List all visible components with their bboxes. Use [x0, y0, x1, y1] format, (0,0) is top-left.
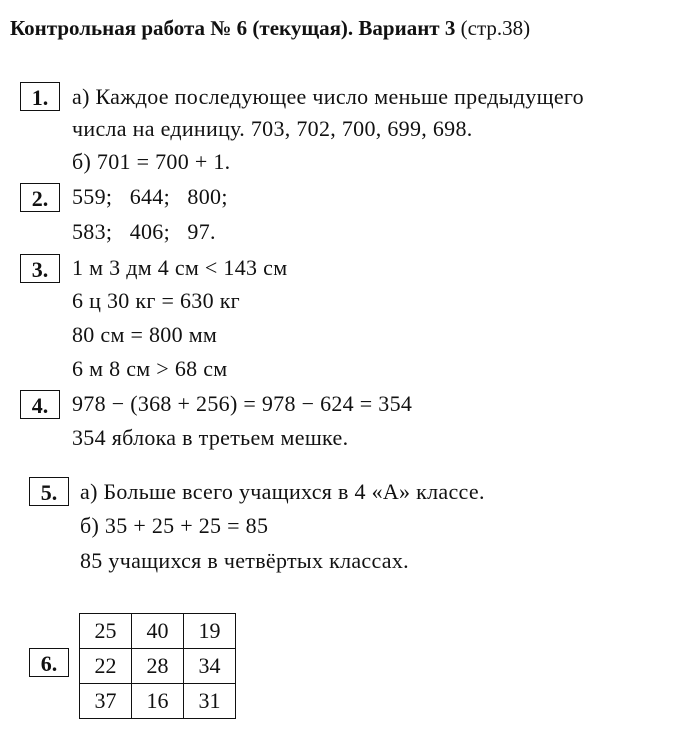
task-2-line: 559; 644; 800;	[72, 184, 228, 209]
table-row	[80, 684, 236, 719]
table-row	[80, 649, 236, 684]
task-number-5: 5.	[29, 477, 69, 506]
task-number-1: 1.	[20, 82, 60, 111]
table-row	[80, 614, 236, 649]
table-cell: 19	[184, 614, 236, 649]
task-4-line: 354 яблока в третьем мешке.	[72, 425, 349, 450]
task-1-line: а) Каждое последующее число меньше предыдущего	[72, 84, 584, 109]
table-cell: 34	[184, 649, 236, 684]
table-cell: 22	[80, 649, 132, 684]
task-3-line: 80 см = 800 мм	[72, 322, 218, 347]
task-number-6: 6.	[29, 648, 69, 677]
task-5-line: 85 учащихся в четвёртых классах.	[80, 548, 409, 573]
table-cell: 31	[184, 684, 236, 719]
task-number-2: 2.	[20, 183, 60, 212]
task-2-line: 583; 406; 97.	[72, 219, 216, 244]
table-cell: 37	[80, 684, 132, 719]
title-main: Контрольная работа № 6 (текущая). Вариант 3	[10, 16, 456, 40]
table-cell: 28	[132, 649, 184, 684]
task-3-line: 6 ц 30 кг = 630 кг	[72, 288, 241, 313]
table-cell: 25	[80, 614, 132, 649]
table-cell: 16	[132, 684, 184, 719]
task-number-4: 4.	[20, 390, 60, 419]
task-3-line: 1 м 3 дм 4 см < 143 см	[72, 255, 288, 280]
page-title	[10, 16, 530, 41]
magic-square-table	[79, 613, 236, 719]
task-number-3: 3.	[20, 254, 60, 283]
table-cell: 40	[132, 614, 184, 649]
task-3-line: 6 м 8 см > 68 см	[72, 356, 228, 381]
task-5-line: а) Больше всего учащихся в 4 «А» классе.	[80, 479, 485, 504]
title-page-ref: (стр.38)	[460, 16, 531, 40]
task-1-line: б) 701 = 700 + 1.	[72, 149, 231, 174]
task-5-line: б) 35 + 25 + 25 = 85	[80, 513, 269, 538]
task-1-line: числа на единицу. 703, 702, 700, 699, 698.	[72, 116, 473, 141]
task-4-line: 978 − (368 + 256) = 978 − 624 = 354	[72, 391, 413, 416]
